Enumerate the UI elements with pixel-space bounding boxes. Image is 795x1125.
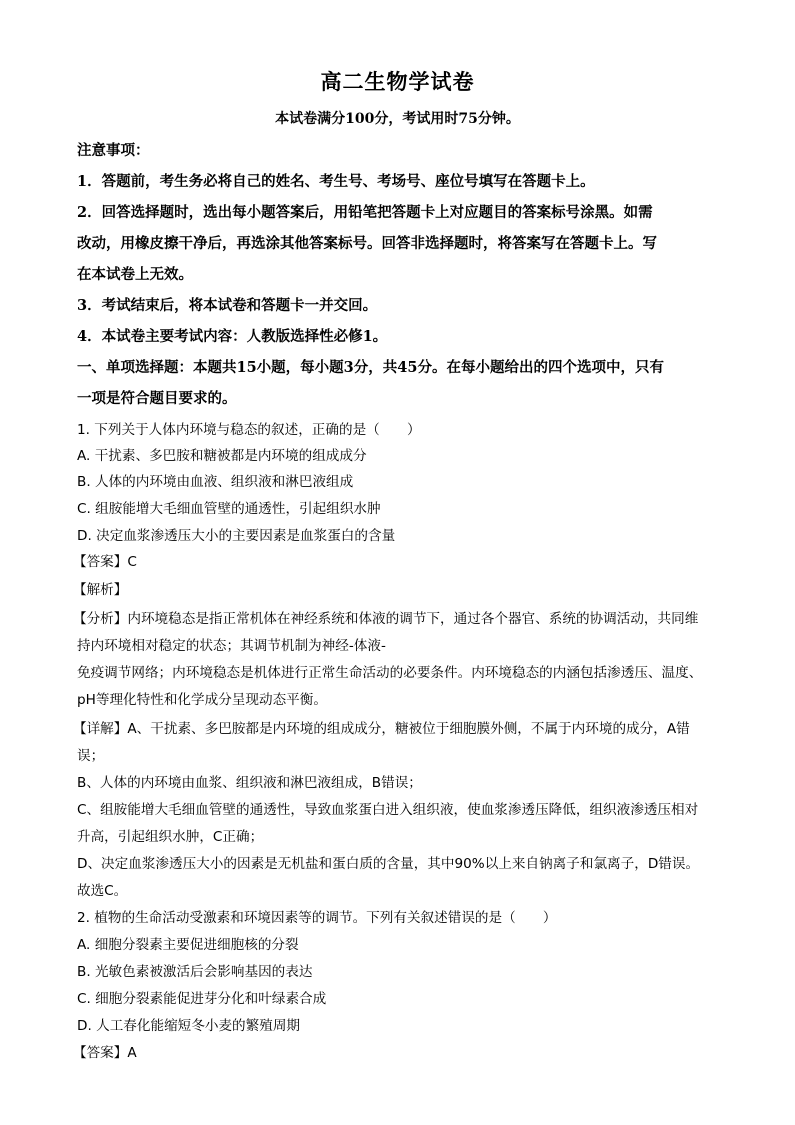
question-1-option-d: D. 决定血浆渗透压大小的主要因素是血浆蛋白的含量 xyxy=(77,528,396,544)
answer-value: C xyxy=(127,554,137,570)
answer-value: A xyxy=(127,1045,137,1061)
notice-item: 改动，用橡皮擦干净后，再选涂其他答案标号。回答非选择题时，将答案写在答题卡上。写 xyxy=(77,235,657,252)
xiangjie-text: 故选C。 xyxy=(77,883,128,899)
fenxi-label: 【分析】 xyxy=(73,611,128,627)
answer-label: 【答案】 xyxy=(73,1045,128,1061)
question-1-option-a: A. 干扰素、多巴胺和糖被都是内环境的组成成分 xyxy=(77,448,367,464)
question-1-answer xyxy=(73,552,723,572)
question-2-option-b: B. 光敏色素被激活后会影响基因的表达 xyxy=(77,964,313,980)
notice-heading: 注意事项： xyxy=(77,142,150,159)
notice-item: 2．回答选择题时，选出每小题答案后，用铅笔把答题卡上对应题目的答案标号涂黑。如需 xyxy=(77,204,653,221)
question-1-xiangjie xyxy=(73,719,723,739)
xiangjie-text: B、人体的内环境由血浆、组织液和淋巴液组成，B错误； xyxy=(77,775,422,791)
xiangjie-text: 升高，引起组织水肿，C正确； xyxy=(77,829,264,845)
notice-item: 4．本试卷主要考试内容：人教版选择性必修1。 xyxy=(77,328,388,345)
page-title: 高二生物学试卷 xyxy=(320,69,475,94)
section-heading-continued: 一项是符合题目要求的。 xyxy=(77,390,237,407)
xiangjie-label: 【详解】 xyxy=(73,721,128,737)
xiangjie-text: C、组胺能增大毛细血管壁的通透性，导致血浆蛋白进入组织液，使血浆渗透压降低，组织液渗透压相对 xyxy=(77,802,699,818)
fenxi-text: 免疫调节网络；内环境稳态是机体进行正常生命活动的必要条件。内环境稳态的内涵包括渗透压、温度、 xyxy=(77,665,703,681)
question-2-option-c: C. 细胞分裂素能促进芽分化和叶绿素合成 xyxy=(77,991,327,1007)
question-1-option-b: B. 人体的内环境由血液、组织液和淋巴液组成 xyxy=(77,474,354,490)
xiangjie-text: A、干扰素、多巴胺都是内环境的组成成分，糖被位于细胞膜外侧，不属于内环境的成分，A错 xyxy=(127,721,690,737)
section-heading: 一、单项选择题：本题共15小题，每小题3分，共45分。在每小题给出的四个选项中，只有 xyxy=(77,359,664,376)
question-2-stem: 2. 植物的生命活动受激素和环境因素等的调节。下列有关叙述错误的是（ ） xyxy=(77,910,557,926)
question-2-option-d: D. 人工春化能缩短冬小麦的繁殖周期 xyxy=(77,1018,301,1034)
question-1-fenxi xyxy=(73,609,723,629)
notice-item: 3．考试结束后，将本试卷和答题卡一并交回。 xyxy=(77,297,378,314)
answer-label: 【答案】 xyxy=(73,554,128,570)
question-2-answer xyxy=(73,1043,723,1063)
notice-item: 1．答题前，考生务必将自己的姓名、考生号、考场号、座位号填写在答题卡上。 xyxy=(77,173,595,190)
fenxi-text: pH等理化特性和化学成分呈现动态平衡。 xyxy=(77,692,327,708)
fenxi-text: 内环境稳态是指正常机体在神经系统和体液的调节下，通过各个器官、系统的协调活动，共同维 xyxy=(127,611,699,627)
page-subtitle: 本试卷满分100分，考试用时75分钟。 xyxy=(275,111,520,127)
question-1-option-c: C. 组胺能增大毛细血管壁的通透性，引起组织水肿 xyxy=(77,501,381,517)
notice-item: 在本试卷上无效。 xyxy=(77,266,193,283)
xiangjie-text: D、决定血浆渗透压大小的因素是无机盐和蛋白质的含量，其中90%以上来自钠离子和氯离子，D错误。 xyxy=(77,856,700,872)
question-1-stem: 1. 下列关于人体内环境与稳态的叙述，正确的是（ ） xyxy=(77,422,421,438)
question-1-analysis-label: 【解析】 xyxy=(73,582,128,598)
fenxi-text: 持内环境相对稳定的状态；其调节机制为神经-体液- xyxy=(77,638,386,654)
xiangjie-text: 误； xyxy=(77,748,105,764)
question-2-option-a: A. 细胞分裂素主要促进细胞核的分裂 xyxy=(77,937,299,953)
